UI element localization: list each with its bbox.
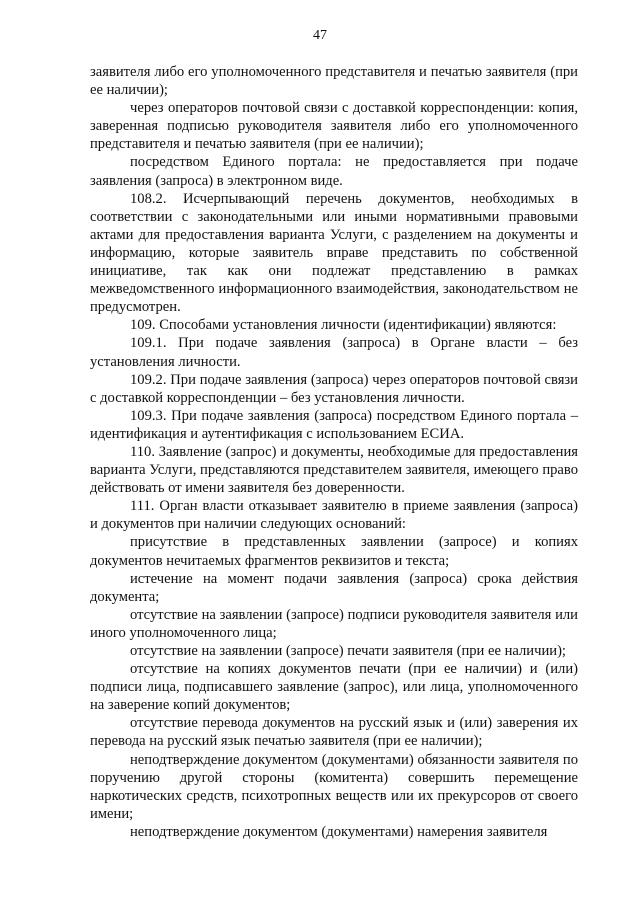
paragraph: отсутствие перевода документов на русский язык и (или) заверения их перевода на русский язык печатью заявителя (при ее наличии); xyxy=(90,715,578,750)
paragraph: 109.3. При подаче заявления (запроса) посредством Единого портала – идентификация и аутентификация с использованием ЕСИА. xyxy=(90,407,578,442)
paragraph: посредством Единого портала: не предоставляется при подаче заявления (запроса) в электронном виде. xyxy=(90,154,578,189)
paragraph: присутствие в представленных заявлении (запросе) и копиях документов нечитаемых фрагментов реквизитов и текста; xyxy=(90,534,578,569)
paragraph: через операторов почтовой связи с доставкой корреспонденции: копия, заверенная подписью руководителя заявителя либо его уполномоченного представителя и печатью заявителя (при ее наличии); xyxy=(90,100,578,153)
document-body xyxy=(90,63,578,841)
paragraph: заявителя либо его уполномоченного представителя и печатью заявителя (при ее наличии); xyxy=(90,64,578,99)
page-number: 47 xyxy=(313,28,327,43)
paragraph: 109. Способами установления личности (идентификации) являются: xyxy=(130,317,557,334)
paragraph: истечение на момент подачи заявления (запроса) срока действия документа; xyxy=(90,570,578,605)
paragraph: неподтверждение документом (документами) намерения заявителя xyxy=(130,823,548,840)
paragraph: 109.1. При подаче заявления (запроса) в Органе власти – без установления личности. xyxy=(90,335,578,370)
paragraph: отсутствие на копиях документов печати (при ее наличии) и (или) подписи лица, подписавшего заявление (запрос), или лица, уполномоченного на заверение копий документов; xyxy=(90,661,578,714)
paragraph: отсутствие на заявлении (запросе) подписи руководителя заявителя или иного уполномоченного лица; xyxy=(90,606,578,641)
paragraph: 111. Орган власти отказывает заявителю в приеме заявления (запроса) и документов при наличии следующих оснований: xyxy=(90,498,578,533)
paragraph: 110. Заявление (запрос) и документы, необходимые для предоставления варианта Услуги, представляются представителем заявителя, имеющего право действовать от имени заявителя без доверенности. xyxy=(90,443,578,497)
paragraph: отсутствие на заявлении (запросе) печати заявителя (при ее наличии); xyxy=(130,643,566,659)
paragraph: 108.2. Исчерпывающий перечень документов, необходимых в соответствии с законодательными или иными нормативными правовыми актами для предоставления варианта Услуги, с разделением на документы и информацию, которые заявитель вправе представить по собственной инициативе, так как они подлежат представлению в рамках межведомственного информационного взаимодействия, законодательством не предусмотрен. xyxy=(90,190,578,316)
paragraph: 109.2. При подаче заявления (запроса) через операторов почтовой связи с доставкой корреспонденции – без установления личности. xyxy=(90,371,578,406)
paragraph: неподтверждение документом (документами) обязанности заявителя по поручению другой стороны (комитента) совершить перемещение наркотических средств, психотропных веществ или их прекурсоров от своего имени; xyxy=(90,751,578,822)
